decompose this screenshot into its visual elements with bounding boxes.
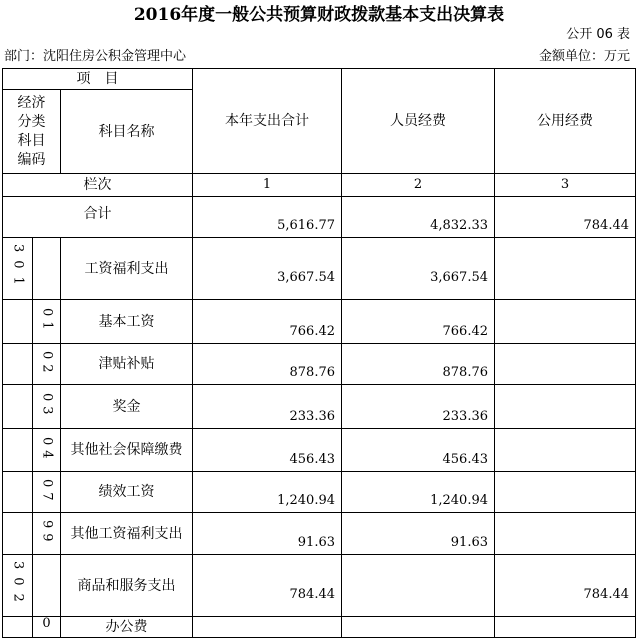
row-v1: 766.42 <box>192 299 342 344</box>
lanci-col2: 2 <box>341 173 495 197</box>
row-name: 商品和服务支出 <box>60 554 193 617</box>
department-label: 部门：沈阳住房公积金管理中心 <box>4 49 187 64</box>
header-code: 经济分类科目编码 <box>2 89 61 174</box>
header-col1: 本年支出合计 <box>192 68 342 174</box>
total-v1: 5,616.77 <box>192 196 342 238</box>
row-v2: 766.42 <box>341 299 495 344</box>
row-v3 <box>494 299 636 344</box>
row-v2: 878.76 <box>341 343 495 385</box>
row-v2: 456.43 <box>341 428 495 472</box>
page-title: 2016年度一般公共预算财政拨款基本支出决算表 <box>133 5 505 25</box>
total-v2: 4,832.33 <box>341 196 495 238</box>
row-name: 其他社会保障缴费 <box>60 428 193 472</box>
row-v2: 1,240.94 <box>341 471 495 513</box>
row-v3 <box>494 343 636 385</box>
header-col3: 公用经费 <box>494 68 636 174</box>
row-code-1: 301 <box>2 237 33 300</box>
row-v1: 1,240.94 <box>192 471 342 513</box>
row-name: 工资福利支出 <box>60 237 193 300</box>
row-v2: 91.63 <box>341 512 495 555</box>
total-v3: 784.44 <box>494 196 636 238</box>
row-v2 <box>341 616 495 638</box>
row-code-2: 03 <box>32 384 61 429</box>
total-label: 合计 <box>83 206 112 222</box>
row-name: 其他工资福利支出 <box>60 512 193 555</box>
row-name: 基本工资 <box>60 299 193 344</box>
row-name: 津贴补贴 <box>60 343 193 385</box>
row-code-2 <box>32 237 61 300</box>
row-v1: 3,667.54 <box>192 237 342 300</box>
row-name: 办公费 <box>60 616 193 638</box>
row-v3: 784.44 <box>494 554 636 617</box>
row-v1: 784.44 <box>192 554 342 617</box>
lanci-col3: 3 <box>494 173 636 197</box>
row-code-1 <box>2 428 33 472</box>
row-code-2: 0 <box>32 616 61 638</box>
row-v1: 233.36 <box>192 384 342 429</box>
row-code-2: 04 <box>32 428 61 472</box>
row-v1 <box>192 616 342 638</box>
row-code-1 <box>2 616 33 638</box>
lanci-col1: 1 <box>192 173 342 197</box>
row-code-1 <box>2 512 33 555</box>
row-v1: 91.63 <box>192 512 342 555</box>
row-code-2: 01 <box>32 299 61 344</box>
row-v2 <box>341 554 495 617</box>
row-v3 <box>494 237 636 300</box>
row-code-2: 02 <box>32 343 61 385</box>
row-v3 <box>494 512 636 555</box>
row-code-2 <box>32 554 61 617</box>
row-code-1 <box>2 299 33 344</box>
total-label-cell <box>2 196 193 238</box>
header-col2: 人员经费 <box>341 68 495 174</box>
row-name: 奖金 <box>60 384 193 429</box>
unit-label: 金额单位：万元 <box>538 49 630 64</box>
row-v3 <box>494 384 636 429</box>
row-code-1: 302 <box>2 554 33 617</box>
row-code-2: 99 <box>32 512 61 555</box>
header-name: 科目名称 <box>60 89 193 174</box>
row-v2: 3,667.54 <box>341 237 495 300</box>
row-v3 <box>494 471 636 513</box>
table-number: 公开 06 表 <box>566 27 630 42</box>
row-v3 <box>494 428 636 472</box>
row-code-1 <box>2 384 33 429</box>
header-xiangmu: 项 目 <box>2 68 193 90</box>
row-code-2: 07 <box>32 471 61 513</box>
row-name: 绩效工资 <box>60 471 193 513</box>
row-code-1 <box>2 343 33 385</box>
row-code-1 <box>2 471 33 513</box>
row-v3 <box>494 616 636 638</box>
row-v2: 233.36 <box>341 384 495 429</box>
lanci-label: 栏次 <box>2 173 193 197</box>
row-v1: 878.76 <box>192 343 342 385</box>
row-v1: 456.43 <box>192 428 342 472</box>
